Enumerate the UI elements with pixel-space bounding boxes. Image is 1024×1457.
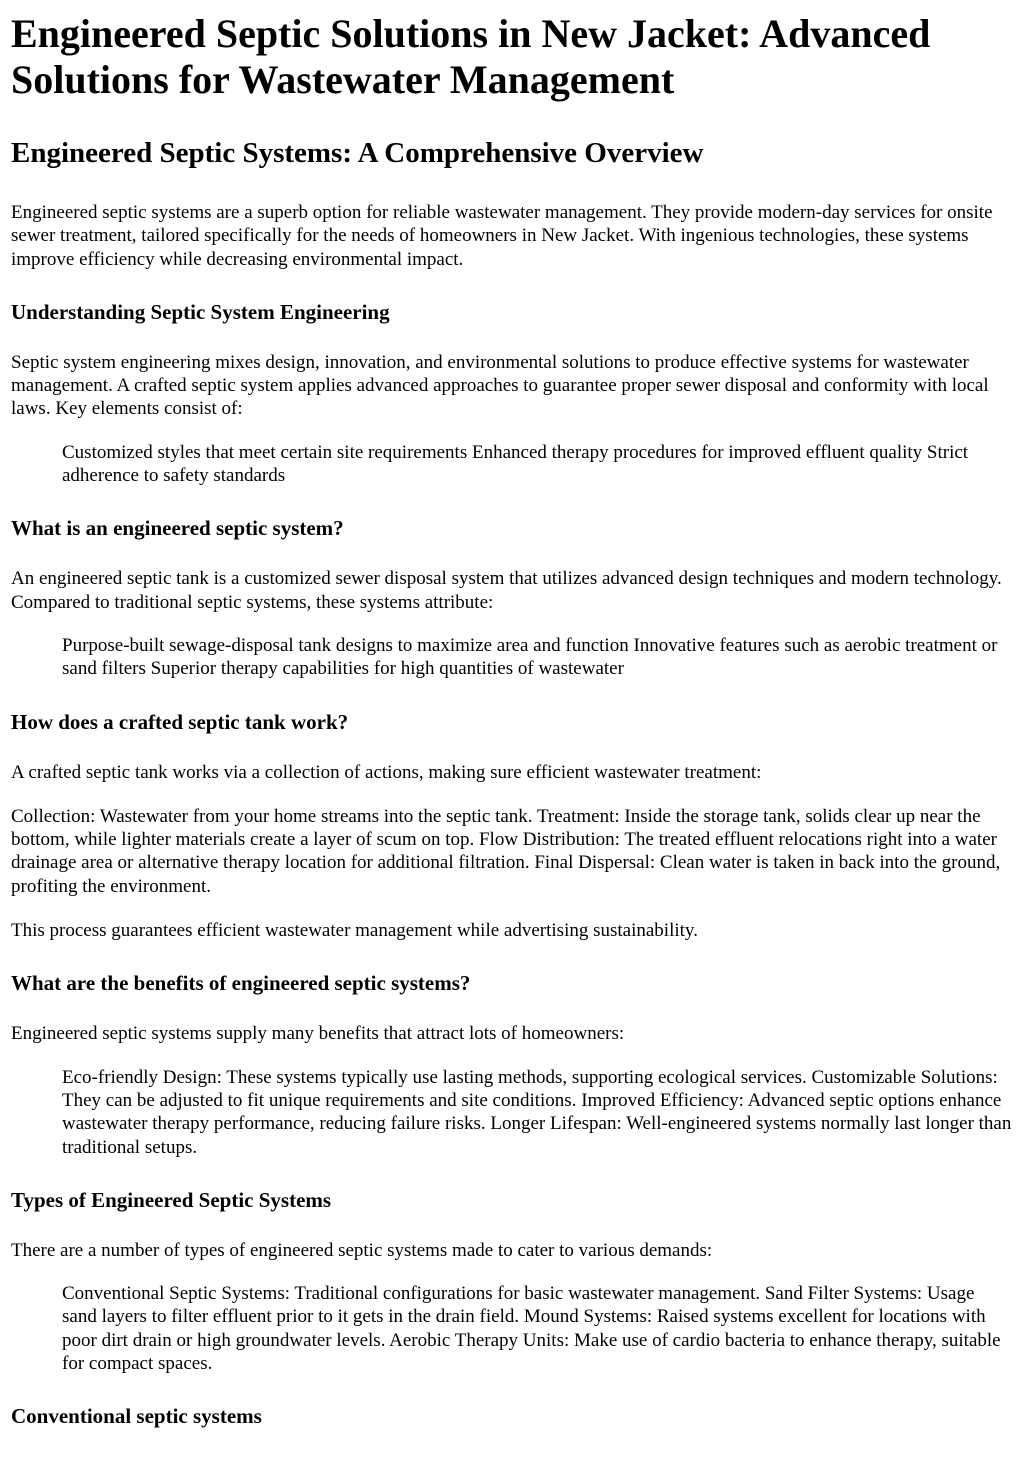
- types-heading: Types of Engineered Septic Systems: [11, 1187, 332, 1212]
- overview-heading: Engineered Septic Systems: A Comprehensive Overview: [11, 137, 704, 169]
- how-works-paragraph-1: A crafted septic tank works via a collection of actions, making sure efficient wastewater treatment:: [11, 761, 762, 783]
- understanding-paragraph: Septic system engineering mixes design, innovation, and environmental solutions to produce effective systems for wastewater management. A crafted septic system applies advanced approaches to guarantee proper sewer disposal and conformity with local laws. Key elements consist of:: [11, 351, 989, 420]
- how-works-heading: How does a crafted septic tank work?: [11, 709, 349, 734]
- overview-paragraph: Engineered septic systems are a superb option for reliable wastewater management. They provide modern-day services for onsite sewer treatment, tailored specifically for the needs of homeowners in New Jacket. With ingenious technologies, these systems improve efficiency while decreasing environmental impact.: [11, 202, 993, 270]
- conventional-heading: Conventional septic systems: [11, 1404, 262, 1429]
- benefits-heading: What are the benefits of engineered septic systems?: [11, 971, 471, 996]
- article: [0, 11, 1024, 1428]
- how-works-paragraph-3: This process guarantees efficient wastewater management while advertising sustainability.: [11, 920, 698, 942]
- understanding-heading: Understanding Septic System Engineering: [11, 299, 390, 324]
- page-title: Engineered Septic Solutions in New Jacket: Advanced Solutions for Wastewater Management: [11, 11, 931, 102]
- understanding-quote: Customized styles that meet certain site requirements Enhanced therapy procedures for improved effluent quality Strict adherence to safety standards: [62, 441, 969, 487]
- types-paragraph: There are a number of types of engineered septic systems made to cater to various demands:: [11, 1239, 713, 1261]
- what-is-quote: Purpose-built sewage-disposal tank designs to maximize area and function Innovative features such as aerobic treatment or sand filters Superior therapy capabilities for high quantities of wastewater: [62, 634, 998, 680]
- what-is-paragraph: An engineered septic tank is a customized sewer disposal system that utilizes advanced design techniques and modern technology. Compared to traditional septic systems, these systems attribute:: [11, 568, 1002, 613]
- benefits-paragraph: Engineered septic systems supply many benefits that attract lots of homeowners:: [11, 1023, 625, 1045]
- benefits-quote: Eco-friendly Design: These systems typically use lasting methods, supporting ecological services. Customizable Solutions: They can be adjusted to fit unique requirements and site conditions. Improved Efficiency: Advanced septic options enhance wastewater therapy performance, reducing failure risks. Longer Lifespan: Well-engineered systems normally last longer than traditional setups.: [62, 1066, 1012, 1158]
- types-quote: Conventional Septic Systems: Traditional configurations for basic wastewater management. Sand Filter Systems: Usage sand layers to filter effluent prior to it gets in the drain field. Mound Systems: Raised systems excellent for locations with poor dirt drain or high groundwater levels. Aerobic Therapy Units: Make use of cardio bacteria to enhance therapy, suitable for compact spaces.: [62, 1283, 1001, 1375]
- what-is-heading: What is an engineered septic system?: [11, 516, 344, 541]
- how-works-paragraph-2: Collection: Wastewater from your home streams into the septic tank. Treatment: Inside the storage tank, solids clear up near the bottom, while lighter materials create a layer of scum on top. Flow Distribution: The treated effluent relocations right into a water drainage area or alternative therapy location for additional filtration. Final Dispersal: Clean water is taken in back into the ground, profiting the environment.: [11, 805, 1001, 897]
